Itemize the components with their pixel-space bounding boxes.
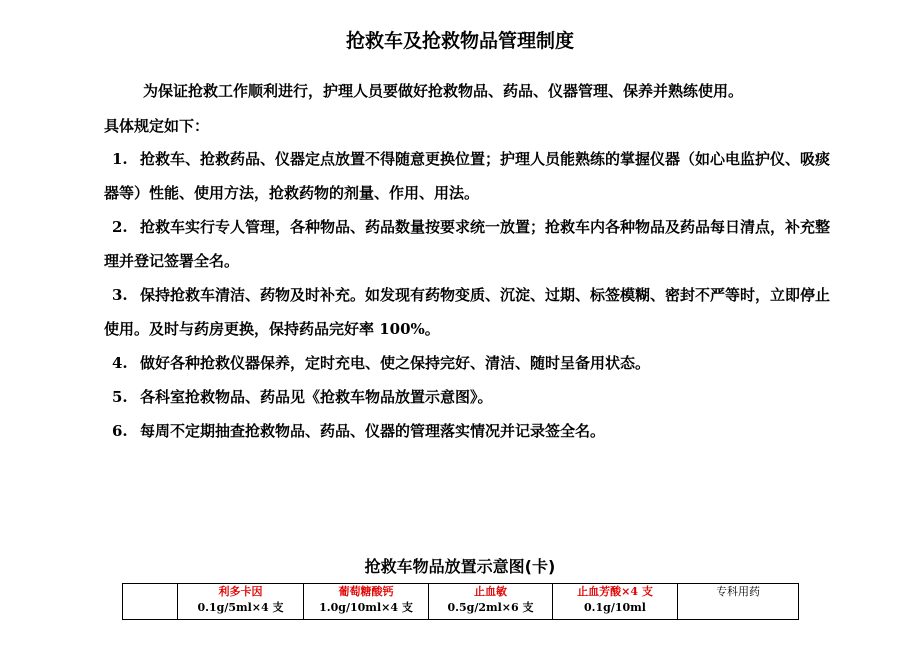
rule-text-line: 理并登记签署全名。 <box>104 252 240 270</box>
rule-number: 1. <box>112 150 128 168</box>
drug-name: 止血芳酸×4 支 <box>577 585 653 598</box>
drug-name: 专科用药 <box>716 585 760 598</box>
drug-name: 止血敏 <box>474 585 507 598</box>
rule-text-line: 每周不定期抽查抢救物品、药品、仪器的管理落实情况并记录签全名。 <box>140 422 606 440</box>
drug-name: 利多卡因 <box>218 585 263 598</box>
drug-spec: 0.1g/5ml×4 支 <box>197 601 284 614</box>
cart-slot <box>304 584 429 620</box>
rule-number: 3. <box>112 286 128 304</box>
drug-spec: 0.5g/2ml×6 支 <box>447 601 534 614</box>
rule-text-line: 各科室抢救物品、药品见《抢救车物品放置示意图》。 <box>140 388 493 406</box>
rule-text-line: 保持抢救车清洁、药物及时补充。如发现有药物变质、沉淀、过期、标签模糊、密封不严等时，立即停止 <box>140 286 831 304</box>
rule-item-4 <box>104 346 856 380</box>
cart-slot <box>553 584 678 620</box>
rule-text-line: 抢救车实行专人管理，各种物品、药品数量按要求统一放置；抢救车内各种物品及药品每日清点，补充整 <box>140 218 831 236</box>
drug-spec: 1.0g/10ml×4 支 <box>319 601 413 614</box>
drug-name: 葡萄糖酸钙 <box>338 585 394 598</box>
rule-item-2 <box>104 210 856 278</box>
cart-layout-table <box>122 583 799 620</box>
rule-number: 2. <box>112 218 128 236</box>
rule-text-line: 抢救车、抢救药品、仪器定点放置不得随意更换位置；护理人员能熟练的掌握仪器（如心电监护仪、吸痰 <box>140 150 831 168</box>
rule-text-line: 使用。及时与药房更换，保持药品完好率 100%。 <box>104 320 440 338</box>
rule-item-1 <box>104 142 856 210</box>
cart-slot <box>429 584 553 620</box>
rule-number: 5. <box>112 388 128 406</box>
rule-number: 6. <box>112 422 128 440</box>
diagram-title: 抢救车物品放置示意图(卡) <box>364 557 556 576</box>
rule-item-3 <box>104 278 856 346</box>
cart-slot-empty <box>123 584 178 620</box>
rule-item-6 <box>104 414 856 448</box>
drug-spec: 0.1g/10ml <box>584 601 646 614</box>
rules-heading: 具体规定如下： <box>104 117 210 135</box>
intro-paragraph: 为保证抢救工作顺利进行，护理人员要做好抢救物品、药品、仪器管理、保养并熟练使用。 <box>143 82 744 100</box>
rule-item-5 <box>104 380 856 414</box>
page-title: 抢救车及抢救物品管理制度 <box>345 30 574 52</box>
cart-slot <box>178 584 304 620</box>
cart-slot <box>678 584 799 620</box>
rule-text-line: 器等）性能、使用方法，抢救药物的剂量、作用、用法。 <box>104 184 480 202</box>
rule-text-line: 做好各种抢救仪器保养，定时充电、使之保持完好、清洁、随时呈备用状态。 <box>140 354 651 372</box>
rule-number: 4. <box>112 354 128 372</box>
